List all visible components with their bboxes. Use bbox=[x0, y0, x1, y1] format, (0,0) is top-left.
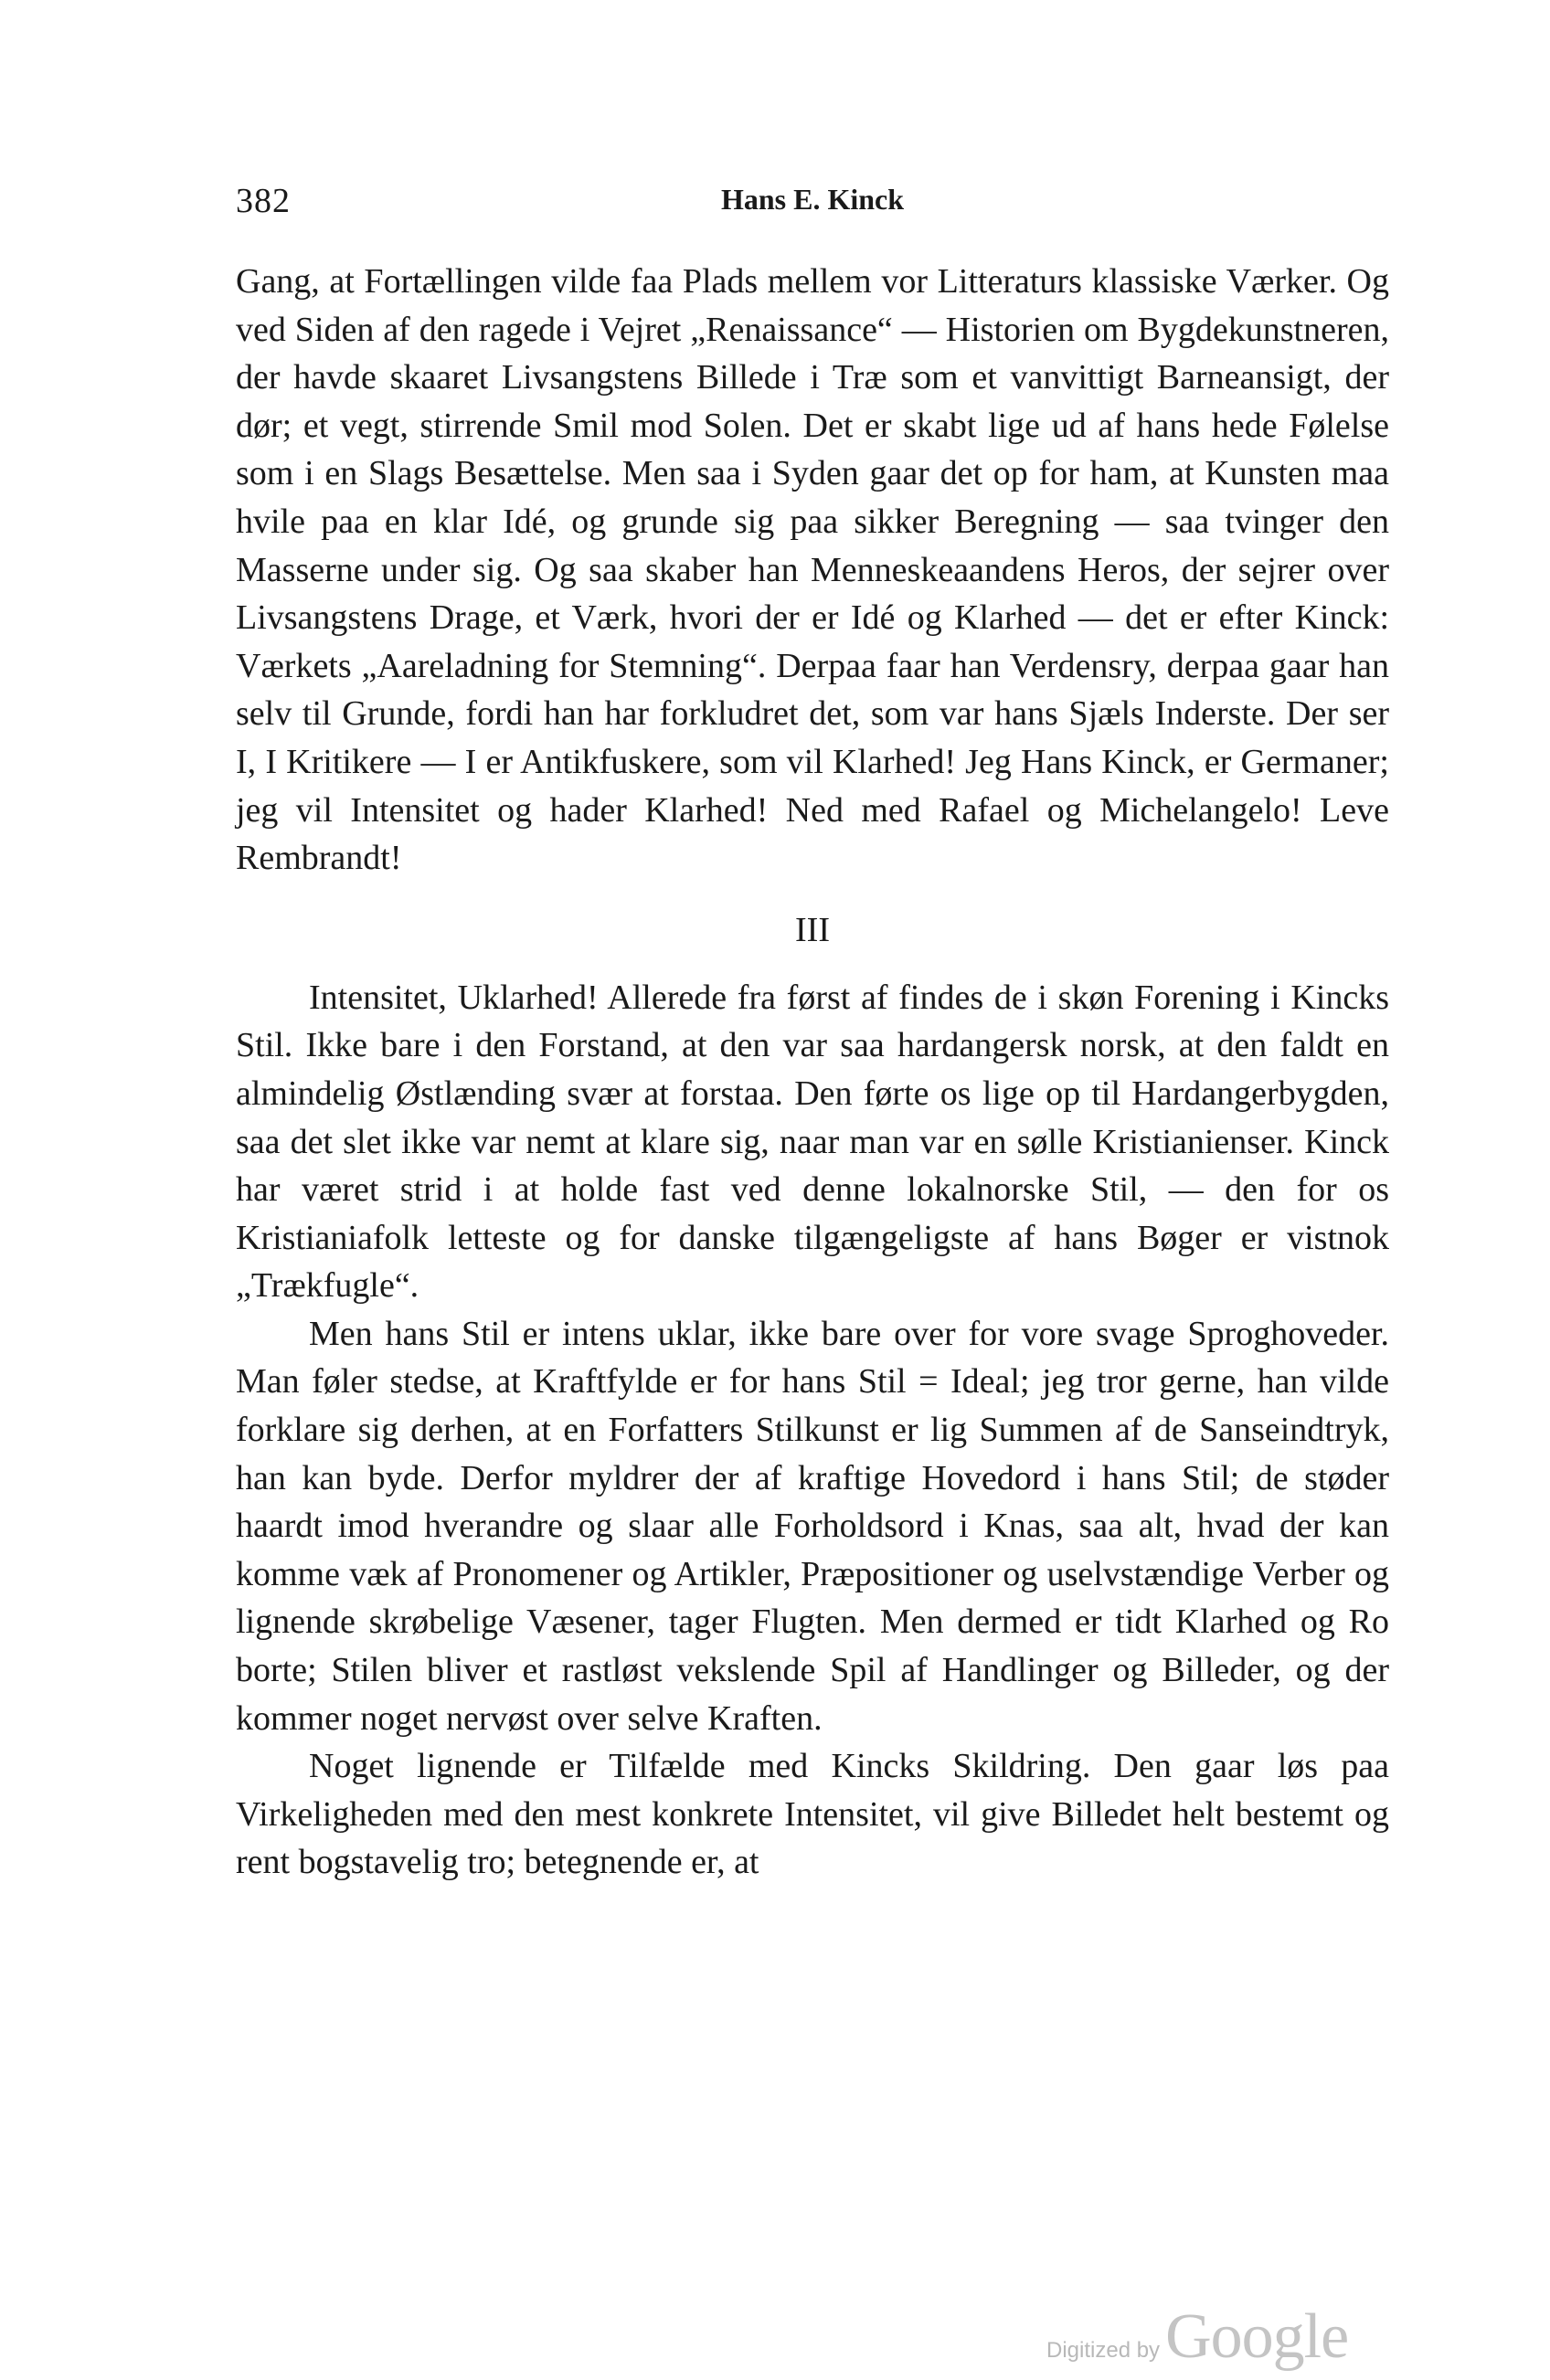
paragraph: Men hans Stil er intens uklar, ikke bare over for vore svage Sproghoveder. Man føler stedse, at Kraftfylde er for hans Stil = Ideal; jeg tror gerne, han vilde forklare sig derhen, at en Forfatters Stilkunst er lig Summen af de Sanseindtryk, han kan byde. Derfor myldrer der af kraftige Hovedord i hans Stil; de støder haardt imod hverandre og slaar alle Forholdsord i Knas, saa alt, hvad der kan komme væk af Pronomener og Artikler, Præpositioner og uselvstændige Verber og lignende skrøbelige Væsener, tager Flugten. Men dermed er tidt Klarhed og Ro borte; Stilen bliver et rastløst vekslende Spil af Handlinger og Billeder, og der kommer noget nervøst over selve Kraften. bbox=[236, 1314, 1389, 1738]
paragraph: Noget lignende er Tilfælde med Kincks Skildring. Den gaar løs paa Virkeligheden med den mest konkrete Intensitet, vil give Billedet helt bestemt og rent bogstavelig tro; betegnende er, at bbox=[236, 1747, 1389, 1882]
paragraph-continuation: Gang, at Fortællingen vilde faa Plads mellem vor Litteraturs klassiske Værker. Og ved Siden af den ragede i Vejret „Renaissance“ — Historien om Bygdekunstneren, der havde skaaret Livsangstens Billede i Træ som et vanvittigt Barneansigt, der dør; et vegt, stirrende Smil mod Solen. Det er skabt lige ud af hans hede Følelse som i en Slags Besættelse. Men saa i Syden gaar det op for ham, at Kunsten maa hvile paa en klar Idé, og grunde sig paa sikker Beregning — saa tvinger den Masserne under sig. Og saa skaber han Menneskeaandens Heros, der sejrer over Livsangstens Drage, et Værk, hvori der er Idé og Klarhed — det er efter Kinck: Værkets „Aareladning for Stemning“. Derpaa faar han Verdensry, derpaa gaar han selv til Grunde, fordi han har forkludret det, som var hans Sjæls Inderste. Der ser I, I Kritikere — I er Antikfuskere, som vil Klarhed! Jeg Hans Kinck, er Germaner; jeg vil Intensitet og hader Klarhed! Ned med Rafael og Michelangelo! Leve Rembrandt! bbox=[236, 262, 1389, 878]
digitized-by-label: Digitized by bbox=[1046, 2338, 1161, 2363]
running-header bbox=[236, 181, 1389, 227]
running-title: Hans E. Kinck bbox=[720, 183, 905, 216]
body-text bbox=[236, 258, 1389, 1887]
paragraph: Intensitet, Uklarhed! Allerede fra først af findes de i skøn Forening i Kincks Stil. Ikke bare i den Forstand, at den var saa hardangersk norsk, at den faldt en almindelig Østlænding svær at forstaa. Den førte os lige op til Hardangerbygden, saa det slet ikke var nemt at klare sig, naar man var en sølle Kristianienser. Kinck har været strid i at holde fast ved denne lokalnorske Stil, — den for os Kristianiafolk letteste og for danske tilgængeligste af hans Bøger er vistnok „Trækfugle“. bbox=[236, 978, 1389, 1306]
page-number: 382 bbox=[236, 182, 291, 220]
digitized-watermark bbox=[1046, 2301, 1348, 2374]
google-logo: Google bbox=[1165, 2301, 1349, 2372]
section-heading: III bbox=[795, 910, 830, 949]
